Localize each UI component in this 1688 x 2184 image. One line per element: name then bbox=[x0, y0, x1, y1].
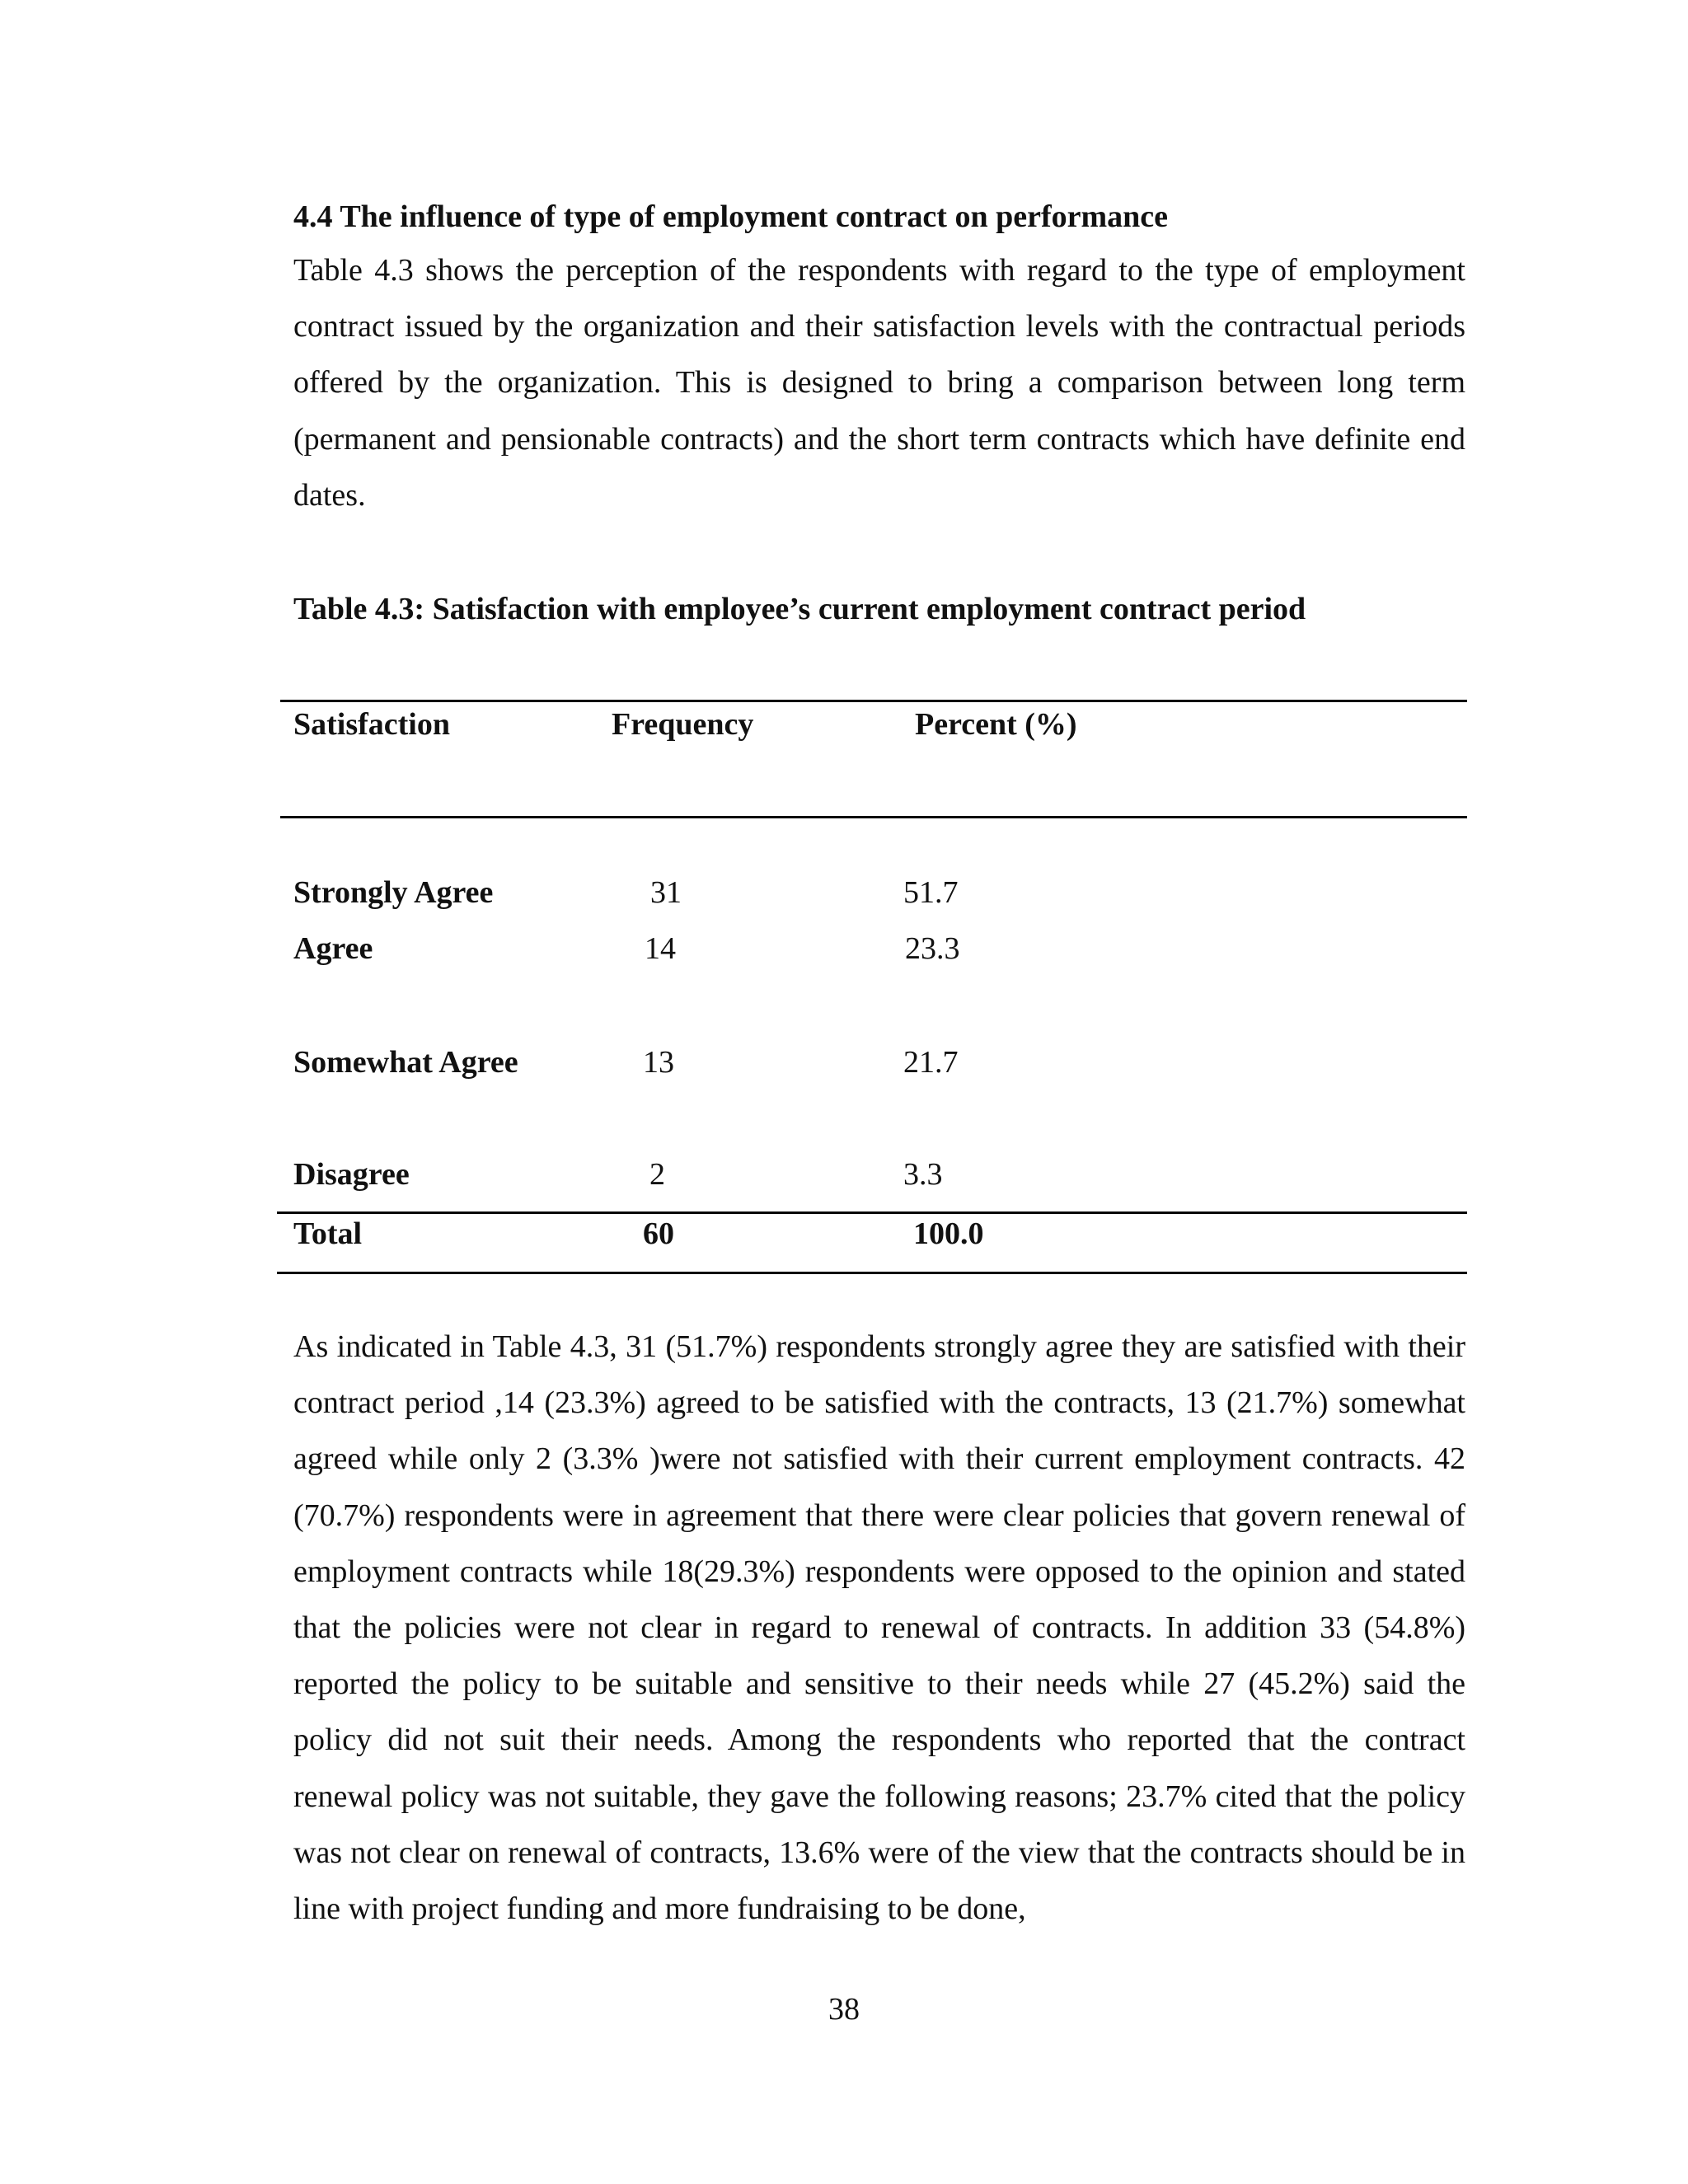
intro-paragraph: Table 4.3 shows the perception of the respondents with regard to the type of employment contract issued by the organization and their satisfaction levels with the contractual periods offered by the organization. This is designed to bring a comparison between long term (permanent and pensionable contracts) and the short term contracts which have definite end dates. bbox=[293, 253, 1465, 513]
table-bottom-rule bbox=[277, 1272, 1467, 1274]
row-percent: 51.7 bbox=[903, 875, 959, 910]
header-percent: Percent (%) bbox=[915, 707, 1077, 742]
row-label: Somewhat Agree bbox=[293, 1045, 518, 1080]
row-frequency: 13 bbox=[643, 1045, 674, 1080]
row-percent: 21.7 bbox=[903, 1045, 959, 1080]
row-label: Disagree bbox=[293, 1157, 410, 1192]
row-frequency: 31 bbox=[650, 875, 682, 910]
header-frequency: Frequency bbox=[612, 707, 754, 742]
row-percent: 23.3 bbox=[905, 931, 960, 966]
table-top-rule bbox=[280, 700, 1467, 702]
row-frequency: 14 bbox=[645, 931, 676, 966]
row-percent: 3.3 bbox=[903, 1157, 943, 1192]
row-label: Agree bbox=[293, 931, 373, 966]
table-header-rule bbox=[280, 816, 1467, 818]
row-frequency: 2 bbox=[649, 1157, 665, 1192]
total-percent: 100.0 bbox=[913, 1216, 984, 1251]
page-number: 38 bbox=[828, 1992, 860, 2027]
table-caption: Table 4.3: Satisfaction with employee’s current employment contract period bbox=[293, 592, 1306, 626]
table-total-rule bbox=[277, 1212, 1467, 1214]
row-label: Strongly Agree bbox=[293, 875, 494, 910]
total-frequency: 60 bbox=[643, 1216, 674, 1251]
total-label: Total bbox=[293, 1216, 363, 1251]
header-satisfaction: Satisfaction bbox=[293, 707, 450, 742]
section-heading: 4.4 The influence of type of employment contract on performance bbox=[293, 199, 1168, 234]
discussion-paragraph: As indicated in Table 4.3, 31 (51.7%) respondents strongly agree they are satisfied with their contract period ,14 (23.3%) agreed to be satisfied with the contracts, 13 (21.7%) somewhat agreed while only 2 (3.3% )were not satisfied with their current employment contracts. 42 (70.7%) respondents were in agreement that there were clear policies that govern renewal of employment contracts while 18(29.3%) respondents were opposed to the opinion and stated that the policies were not clear in regard to renewal of contracts. In addition 33 (54.8%) reported the policy to be suitable and sensitive to their needs while 27 (45.2%) said the policy did not suit their needs. Among the respondents who reported that the contract renewal policy was not suitable, they gave the following reasons; 23.7% cited that the policy was not clear on renewal of contracts, 13.6% were of the view that the contracts should be in line with project funding and more fundraising to be done, bbox=[293, 1329, 1465, 1927]
